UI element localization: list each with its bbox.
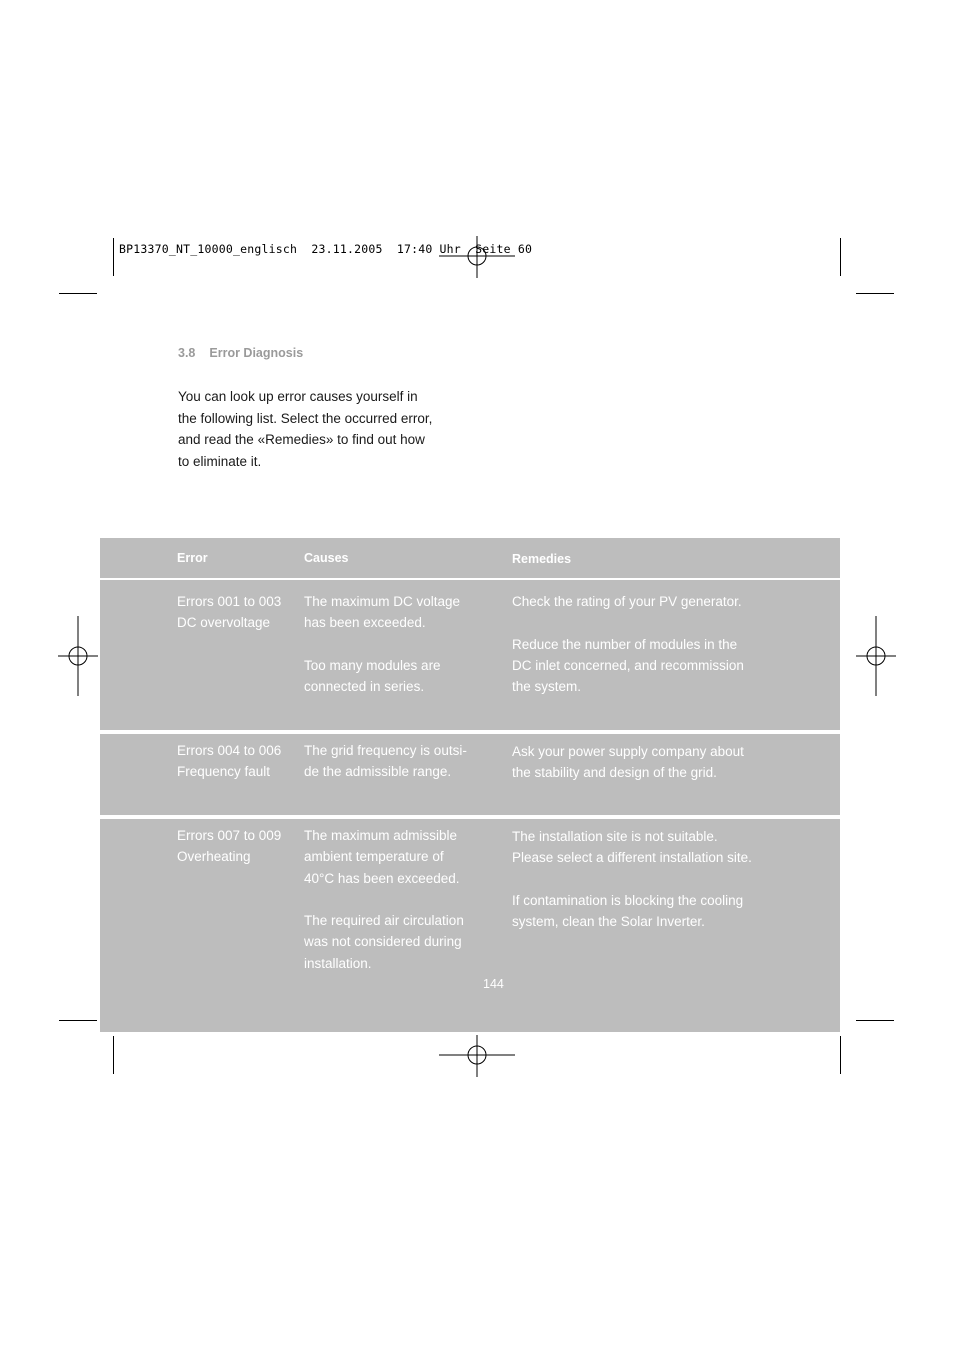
remedies-cell — [512, 591, 744, 697]
remedy-line: DC inlet concerned, and recommission — [512, 657, 744, 673]
error-name: Overheating — [177, 849, 251, 865]
intro-line: You can look up error causes yourself in — [178, 389, 418, 404]
section-number: 3.8 — [178, 346, 196, 360]
section-title: Error Diagnosis — [209, 346, 304, 360]
cause-line: The maximum DC voltage — [304, 594, 461, 609]
remedy-line: the system. — [512, 679, 582, 695]
error-cell — [177, 591, 281, 634]
cause-line: The required air circulation — [304, 913, 464, 929]
crop-mark — [840, 238, 841, 276]
cause-line: Too many modules are — [304, 657, 441, 673]
remedy-line: Please select a different installation site. — [512, 850, 752, 866]
print-slug: BP13370_NT_10000_englisch 23.11.2005 17:40 Uhr Seite 60 — [119, 242, 533, 256]
crop-mark — [59, 1020, 97, 1021]
cause-line: connected in series. — [304, 679, 425, 695]
crop-mark — [59, 293, 97, 294]
remedy-line: Reduce the number of modules in the — [512, 636, 738, 652]
remedy-line: The installation site is not suitable. — [512, 829, 718, 844]
column-header-causes: Causes — [304, 551, 349, 565]
remedy-line: Check the rating of your PV generator. — [512, 594, 742, 609]
table-header — [100, 538, 840, 578]
cause-line: The grid frequency is outsi- — [304, 743, 467, 758]
remedies-cell — [512, 826, 752, 932]
causes-cell — [304, 825, 464, 974]
cause-line: ambient temperature of — [304, 849, 444, 865]
remedy-line: Ask your power supply company about — [512, 744, 744, 759]
table-row — [100, 580, 840, 730]
intro-paragraph — [178, 386, 478, 472]
registration-mark-icon — [856, 616, 896, 696]
remedy-line: the stability and design of the grid. — [512, 765, 717, 781]
crop-mark — [856, 1020, 894, 1021]
registration-mark-icon — [58, 616, 98, 696]
remedies-cell — [512, 741, 744, 784]
intro-line: to eliminate it. — [178, 453, 262, 469]
intro-line: the following list. Select the occurred error, — [178, 410, 433, 426]
error-code: Errors 004 to 006 — [177, 743, 282, 758]
column-header-remedies: Remedies — [512, 552, 572, 566]
error-cell — [177, 825, 281, 868]
cause-line: The maximum admissible — [304, 828, 458, 843]
registration-mark-icon — [437, 1035, 517, 1077]
error-code: Errors 007 to 009 — [177, 828, 282, 843]
cause-line: was not considered during — [304, 934, 462, 950]
error-cell — [177, 740, 281, 783]
intro-line: and read the «Remedies» to find out how — [178, 432, 425, 447]
table-row — [100, 734, 840, 815]
error-name: Frequency fault — [177, 764, 271, 780]
cause-line: installation. — [304, 955, 372, 971]
section-heading — [178, 346, 303, 360]
remedy-line: system, clean the Solar Inverter. — [512, 914, 705, 930]
cause-line: 40°C has been exceeded. — [304, 870, 460, 886]
page-number: 144 — [483, 977, 504, 991]
causes-cell — [304, 591, 460, 697]
column-header-error: Error — [177, 551, 208, 565]
error-name: DC overvoltage — [177, 615, 271, 631]
remedy-line: If contamination is blocking the cooling — [512, 892, 744, 908]
crop-mark — [113, 1036, 114, 1074]
error-code: Errors 001 to 003 — [177, 594, 282, 609]
cause-line: has been exceeded. — [304, 615, 426, 631]
crop-mark — [840, 1036, 841, 1074]
cause-line: de the admissible range. — [304, 764, 452, 780]
crop-mark — [856, 293, 894, 294]
crop-mark — [113, 238, 114, 276]
table-row — [100, 819, 840, 1032]
causes-cell — [304, 740, 467, 783]
